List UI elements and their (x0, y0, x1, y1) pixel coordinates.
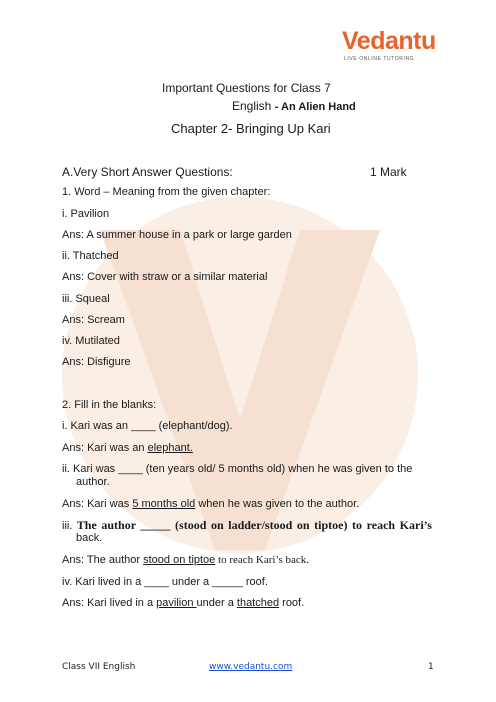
q2-answer-2 (62, 498, 359, 510)
header-subject (232, 99, 356, 113)
logo-wordmark: Vedantu (342, 27, 436, 55)
q2-2-ans-text: Ans: Kari was (62, 498, 133, 510)
q2-4-ans-tail: roof. (279, 597, 305, 609)
q2-1-text: was an ____ (elephant/dog). (90, 420, 233, 432)
q2-2-ans-tail: when he was given to the author. (195, 498, 360, 510)
q2-2-ans-underlined: 5 months old (132, 498, 196, 510)
subject-label: English (232, 99, 272, 113)
book-label: - An Alien Hand (274, 101, 356, 113)
q2-3-prefix: iii. (62, 520, 73, 532)
q2-4-ans-text: Ans: Kari lived in a (62, 597, 157, 609)
q2-answer-4 (62, 597, 304, 609)
vedantu-logo[interactable] (342, 27, 450, 65)
q2-question-3-cont: back. (76, 532, 103, 544)
q2-3-text: The author _____ (stood on ladder/stood on tiptoe) to reach Kari’s (72, 518, 432, 532)
q2-question-2-cont: author. (76, 476, 110, 488)
q2-4-ans-underlined-2: thatched (236, 597, 280, 609)
section-title: A.Very Short Answer Questions: (62, 165, 233, 179)
q2-4-prefix: iv. (62, 576, 73, 588)
q1-answer-3: Ans: Scream (62, 314, 125, 326)
q2-question-4 (62, 576, 268, 588)
footer-link[interactable]: www.vedantu.com (209, 662, 293, 672)
q2-4-text: Kari lived in a ____ under a _____ roof. (72, 576, 268, 588)
chapter-title: Chapter 2- Bringing Up Kari (171, 121, 331, 136)
q2-answer-3 (62, 554, 309, 566)
q2-3-ans-underlined: stood on tiptoe (143, 554, 216, 566)
q2-question-3 (62, 518, 432, 533)
q2-answer-1 (62, 442, 193, 454)
q1-answer-1: Ans: A summer house in a park or large garden (62, 229, 292, 241)
logo-tagline: LIVE ONLINE TUTORING (344, 56, 415, 62)
q2-3-ans-tail: to reach Kari’s back. (215, 554, 310, 566)
page-number: 1 (428, 662, 434, 672)
section-marks: 1 Mark (370, 165, 407, 179)
q1-answer-4: Ans: Disfigure (62, 356, 131, 368)
header-title: Important Questions for Class 7 (162, 81, 331, 95)
q1-word-3: iii. Squeal (62, 293, 110, 305)
q2-2-text: was ____ (ten years old/ 5 months old) when he was given to the (92, 463, 413, 475)
q1-title: 1. Word – Meaning from the given chapter: (62, 186, 271, 198)
q2-2-prefix: ii. Kari (62, 463, 93, 475)
q1-word-2: ii. Thatched (62, 250, 119, 262)
q1-word-1: i. Pavilion (62, 208, 110, 220)
q2-question-1 (62, 420, 233, 432)
q2-question-2 (62, 463, 412, 475)
q2-4-ans-mid: under a (196, 597, 237, 609)
q2-4-ans-underlined-1: pavilion (156, 597, 197, 609)
q1-word-4: iv. Mutilated (62, 335, 120, 347)
q2-3-ans-text: Ans: The author (62, 554, 144, 566)
q2-1-ans-text: Ans: Kari was an (62, 442, 148, 454)
q1-answer-2: Ans: Cover with straw or a similar material (62, 271, 268, 283)
q2-1-prefix: i. Kari (62, 420, 91, 432)
q2-title: 2. Fill in the blanks: (62, 399, 157, 411)
q2-1-ans-underlined: elephant. (147, 442, 193, 454)
footer-left: Class VII English (62, 662, 136, 672)
